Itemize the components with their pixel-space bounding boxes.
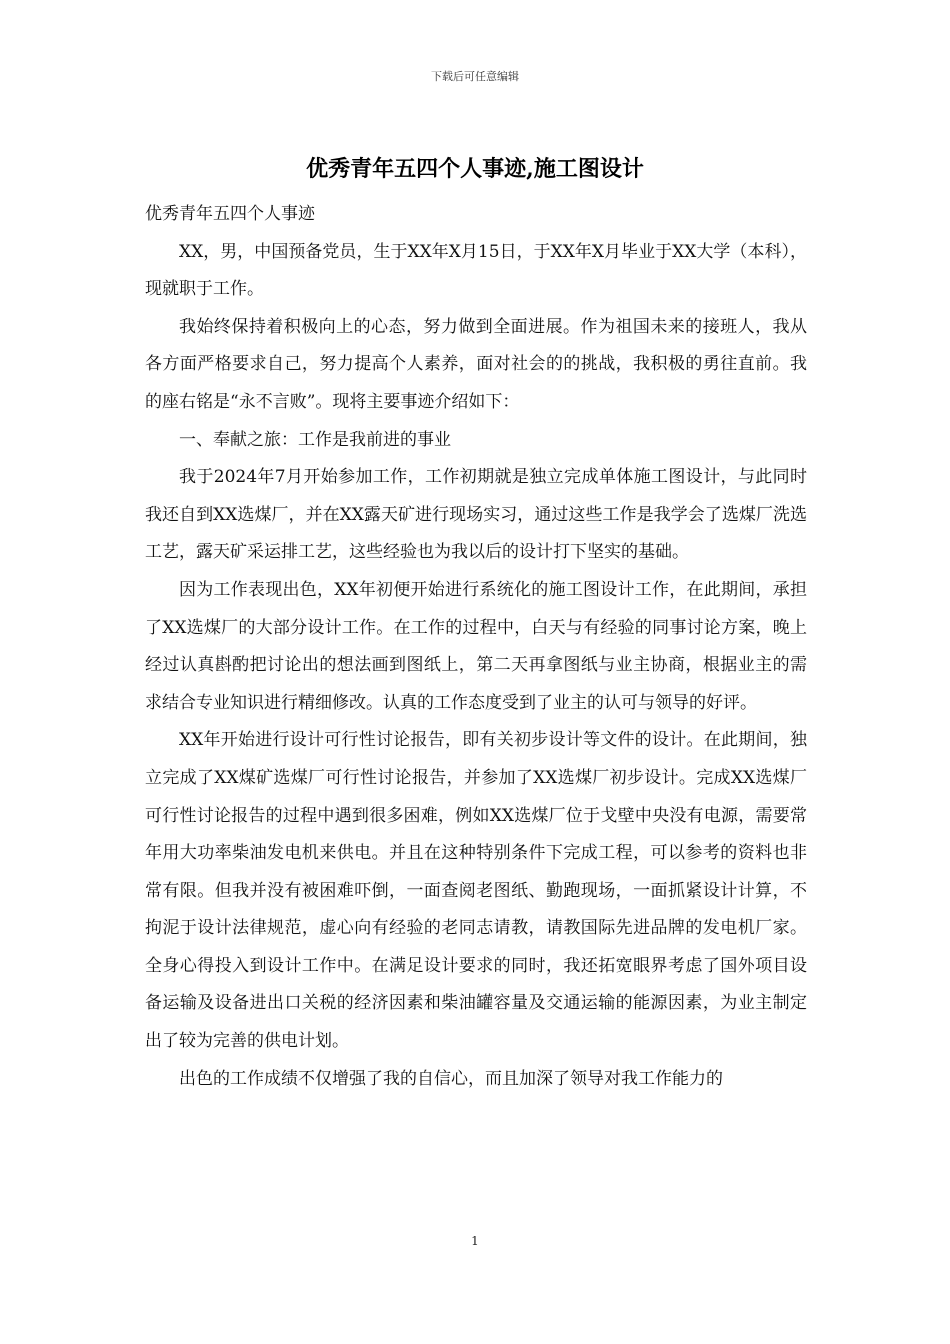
paragraph: 我始终保持着积极向上的心态，努力做到全面进展。作为祖国未来的接班人，我从各方面严格要求自己，努力提高个人素养，面对社会的的挑战，我积极的勇往直前。我的座右铭是“永不言败”。现将主要事迹介绍如下： — [145, 316, 807, 412]
header-note: 下载后可任意编辑 — [431, 70, 519, 83]
paragraph: 我于2024年7月开始参加工作，工作初期就是独立完成单体施工图设计，与此同时我还自到XX选煤厂，并在XX露天矿进行现场实习，通过这些工作是我学会了选煤厂洗选工艺，露天矿采运排工艺，这些经验也为我以后的设计打下坚实的基础。 — [145, 467, 807, 563]
paragraph: 因为工作表现出色，XX年初便开始进行系统化的施工图设计工作，在此期间，承担了XX选煤厂的大部分设计工作。在工作的过程中，白天与有经验的同事讨论方案，晚上经过认真斟酌把讨论出的想法画到图纸上，第二天再拿图纸与业主协商，根据业主的需求结合专业知识进行精细修改。认真的工作态度受到了业主的认可与领导的好评。 — [145, 579, 807, 713]
paragraph: XX年开始进行设计可行性讨论报告，即有关初步设计等文件的设计。在此期间，独立完成了XX煤矿选煤厂可行性讨论报告，并参加了XX选煤厂初步设计。完成XX选煤厂可行性讨论报告的过程中遇到很多困难，例如XX选煤厂位于戈壁中央没有电源，需要常年用大功率柴油发电机来供电。并且在这种特别条件下完成工程，可以参考的资料也非常有限。但我并没有被困难吓倒，一面查阅老图纸、勤跑现场，一面抓紧设计计算，不拘泥于设计法律规范，虚心向有经验的老同志请教，请教国际先进品牌的发电机厂家。全身心得投入到设计工作中。在满足设计要求的同时，我还拓宽眼界考虑了国外项目设备运输及设备进出口关税的经济因素和柴油罐容量及交通运输的能源因素，为业主制定出了较为完善的供电计划。 — [145, 730, 807, 1052]
paragraph: XX，男，中国预备党员，生于XX年X月15日，于XX年X月毕业于XX大学（本科），现就职于工作。 — [145, 241, 807, 300]
paragraph: 出色的工作成绩不仅增强了我的自信心，而且加深了领导对我工作能力的 — [179, 1068, 723, 1089]
document-body — [145, 196, 807, 1098]
subtitle-paragraph: 优秀青年五四个人事迹 — [145, 204, 315, 224]
document-title: 优秀青年五四个人事迹,施工图设计 — [306, 156, 644, 182]
page-number: 1 — [471, 1234, 479, 1248]
section-heading: 一、奉献之旅：工作是我前进的事业 — [179, 429, 451, 450]
